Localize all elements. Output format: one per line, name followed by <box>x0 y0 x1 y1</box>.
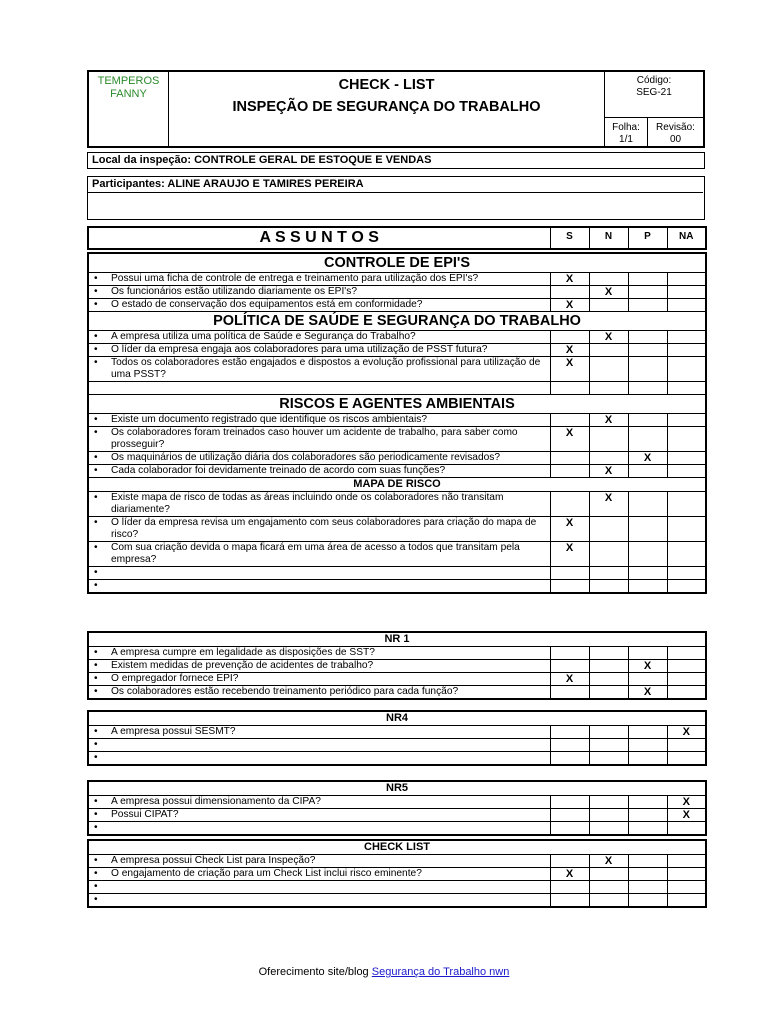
mark-cell-n[interactable] <box>589 822 628 836</box>
section-title: MAPA DE RISCO <box>88 478 706 492</box>
bullet: • <box>94 465 98 476</box>
question-text: Com sua criação devida o mapa ficará em uma área de acesso a todos que transitam pela empresa? <box>111 542 520 565</box>
question-text: A empresa utiliza uma política de Saúde e Segurança do Trabalho? <box>111 331 416 342</box>
mark-cell-n[interactable]: X <box>589 855 628 868</box>
checklist-row <box>88 357 706 382</box>
mark-cell-n[interactable] <box>589 382 628 395</box>
checklist-row <box>88 452 706 465</box>
mark-cell-s[interactable] <box>550 726 589 739</box>
mark-cell-p[interactable] <box>628 492 667 517</box>
question-text: O líder da empresa revisa um engajamento com seus colaboradores para criação do mapa de risco? <box>111 517 537 540</box>
mark-cell-na[interactable] <box>667 868 706 881</box>
mark-cell-s[interactable]: X <box>550 344 589 357</box>
mark-cell-n[interactable] <box>589 809 628 822</box>
mark-cell-na[interactable]: X <box>667 809 706 822</box>
question-text: A empresa cumpre em legalidade as disposições de SST? <box>111 647 375 658</box>
mark-cell-p[interactable] <box>628 357 667 382</box>
mark-cell-n[interactable]: X <box>589 286 628 299</box>
bullet: • <box>94 660 98 671</box>
mark-cell-na[interactable]: X <box>667 796 706 809</box>
question-text: Os colaboradores foram treinados caso houver um acidente de trabalho, para saber como prosseguir? <box>111 427 518 450</box>
participantes-text: Participantes: ALINE ARAUJO E TAMIRES PEREIRA <box>92 178 364 190</box>
bullet: • <box>94 726 98 737</box>
footer-link[interactable]: Segurança do Trabalho nwn <box>371 966 510 978</box>
question-cell <box>88 894 550 908</box>
bullet: • <box>94 567 98 578</box>
mark-cell-n[interactable] <box>589 881 628 894</box>
codigo-cell <box>605 75 703 99</box>
question-text: Todos os colaboradores estão engajados e dispostos a evolução profissional para utilização de uma PSST? <box>111 357 541 380</box>
mark-cell-s[interactable] <box>550 686 589 700</box>
checklist-row <box>88 822 706 836</box>
mark-cell-p[interactable] <box>628 752 667 766</box>
bullet: • <box>94 452 98 463</box>
mark-cell-na[interactable] <box>667 331 706 344</box>
bullet: • <box>94 286 98 297</box>
mark-cell-n[interactable] <box>589 344 628 357</box>
revisao-label: Revisão: <box>656 122 695 133</box>
bullet: • <box>94 673 98 684</box>
question-cell <box>88 686 550 700</box>
mark-cell-s[interactable] <box>550 567 589 580</box>
section-header-row <box>88 478 706 492</box>
question-cell <box>88 492 550 517</box>
question-text: O estado de conservação dos equipamentos está em conformidade? <box>111 299 423 310</box>
checklist-row <box>88 881 706 894</box>
question-text: Os funcionários estão utilizando diariamente os EPI's? <box>111 286 358 297</box>
checklist-row <box>88 660 706 673</box>
checklist-row <box>88 752 706 766</box>
mark-cell-s[interactable] <box>550 739 589 752</box>
question-text: O engajamento de criação para um Check List inclui risco eminente? <box>111 868 422 879</box>
question-text: Os colaboradores estão recebendo treinamento periódico para cada função? <box>111 686 459 697</box>
bullet: • <box>94 414 98 425</box>
bullet: • <box>94 580 98 591</box>
mark-cell-s[interactable]: X <box>550 273 589 286</box>
mark-cell-na[interactable] <box>667 382 706 395</box>
title-line-1: CHECK - LIST <box>338 77 435 93</box>
mark-cell-p[interactable] <box>628 286 667 299</box>
mark-cell-p[interactable] <box>628 567 667 580</box>
mark-cell-p[interactable] <box>628 414 667 427</box>
assuntos-header <box>87 226 707 250</box>
question-cell <box>88 452 550 465</box>
section-title: NR5 <box>88 781 706 796</box>
mark-cell-n[interactable] <box>589 796 628 809</box>
checklist-row <box>88 686 706 700</box>
mark-cell-s[interactable] <box>550 465 589 478</box>
mark-cell-n[interactable] <box>589 517 628 542</box>
mark-cell-p[interactable] <box>628 868 667 881</box>
question-cell <box>88 809 550 822</box>
question-text: Existem medidas de prevenção de acidentes de trabalho? <box>111 660 374 671</box>
question-text: Possui uma ficha de controle de entrega e treinamento para utilização dos EPI's? <box>111 273 479 284</box>
question-cell <box>88 286 550 299</box>
question-cell <box>88 726 550 739</box>
question-cell <box>88 752 550 766</box>
mark-cell-p[interactable] <box>628 542 667 567</box>
section-header-row <box>88 253 706 273</box>
mark-cell-n[interactable] <box>589 660 628 673</box>
mark-cell-n[interactable] <box>589 452 628 465</box>
checklist-row <box>88 344 706 357</box>
mark-cell-p[interactable] <box>628 855 667 868</box>
checklist-row <box>88 796 706 809</box>
mark-cell-s[interactable] <box>550 796 589 809</box>
mark-cell-na[interactable] <box>667 673 706 686</box>
mark-cell-s[interactable] <box>550 881 589 894</box>
mark-cell-na[interactable] <box>667 273 706 286</box>
mark-cell-na[interactable] <box>667 739 706 752</box>
mark-cell-na[interactable] <box>667 517 706 542</box>
question-cell <box>88 427 550 452</box>
section-header-row <box>88 711 706 726</box>
bullet: • <box>94 517 98 528</box>
mark-cell-p[interactable] <box>628 465 667 478</box>
mark-cell-n[interactable] <box>589 673 628 686</box>
mark-cell-na[interactable] <box>667 452 706 465</box>
question-cell <box>88 273 550 286</box>
mark-cell-na[interactable] <box>667 647 706 660</box>
mark-cell-n[interactable] <box>589 647 628 660</box>
question-text: A empresa possui Check List para Inspeção? <box>111 855 316 866</box>
bullet: • <box>94 344 98 355</box>
mark-cell-n[interactable] <box>589 894 628 908</box>
mark-cell-s[interactable]: X <box>550 673 589 686</box>
mark-cell-p[interactable] <box>628 517 667 542</box>
section-title: NR4 <box>88 711 706 726</box>
mark-cell-s[interactable] <box>550 580 589 594</box>
mark-cell-na[interactable] <box>667 894 706 908</box>
bullet: • <box>94 331 98 342</box>
section-title: NR 1 <box>88 632 706 647</box>
question-cell <box>88 822 550 836</box>
mark-cell-na[interactable] <box>667 357 706 382</box>
question-cell <box>88 647 550 660</box>
mark-cell-s[interactable]: X <box>550 357 589 382</box>
folha-cell <box>605 122 647 146</box>
col-na: NA <box>667 227 706 249</box>
mark-cell-n[interactable]: X <box>589 414 628 427</box>
mark-cell-p[interactable] <box>628 299 667 312</box>
mark-cell-s[interactable] <box>550 492 589 517</box>
mark-cell-p[interactable] <box>628 881 667 894</box>
document-title <box>169 76 604 116</box>
mark-cell-na[interactable] <box>667 344 706 357</box>
bullet: • <box>94 855 98 866</box>
mark-cell-na[interactable] <box>667 286 706 299</box>
logo-line-1: TEMPEROS <box>97 75 160 87</box>
title-line-2: INSPEÇÃO DE SEGURANÇA DO TRABALHO <box>232 99 541 115</box>
question-text: O líder da empresa engaja aos colaboradores para uma utilização de PSST futura? <box>111 344 488 355</box>
bullet: • <box>94 357 98 368</box>
mark-cell-n[interactable] <box>589 567 628 580</box>
question-cell <box>88 414 550 427</box>
mark-cell-n[interactable]: X <box>589 331 628 344</box>
checklist-row <box>88 517 706 542</box>
mark-cell-na[interactable] <box>667 881 706 894</box>
checklist-row <box>88 382 706 395</box>
question-text: Existe um documento registrado que identifique os riscos ambientais? <box>111 414 427 425</box>
mark-cell-s[interactable]: X <box>550 299 589 312</box>
local-inspecao <box>87 152 705 169</box>
question-cell <box>88 580 550 594</box>
mark-cell-na[interactable] <box>667 542 706 567</box>
mark-cell-s[interactable] <box>550 382 589 395</box>
question-cell <box>88 382 550 395</box>
local-text: Local da inspeção: CONTROLE GERAL DE ESTOQUE E VENDAS <box>92 154 432 166</box>
question-cell <box>88 517 550 542</box>
section-header-row <box>88 632 706 647</box>
bullet: • <box>94 542 98 553</box>
footer-text: Oferecimento site/blog <box>258 966 372 978</box>
mark-cell-n[interactable] <box>589 868 628 881</box>
section-title: CHECK LIST <box>88 840 706 855</box>
mark-cell-na[interactable] <box>667 855 706 868</box>
mark-cell-s[interactable] <box>550 752 589 766</box>
bullet: • <box>94 894 98 905</box>
col-n: N <box>589 227 628 249</box>
checklist-row <box>88 427 706 452</box>
checklist-row <box>88 673 706 686</box>
question-cell <box>88 542 550 567</box>
bullet: • <box>94 647 98 658</box>
question-text: Possui CIPAT? <box>111 809 179 820</box>
checklist-row <box>88 567 706 580</box>
mark-cell-n[interactable] <box>589 686 628 700</box>
bullet: • <box>94 492 98 503</box>
question-cell <box>88 796 550 809</box>
section-header-row <box>88 840 706 855</box>
bullet: • <box>94 273 98 284</box>
checklist-row <box>88 299 706 312</box>
mark-cell-na[interactable] <box>667 465 706 478</box>
checklist-main <box>87 252 707 594</box>
mark-cell-s[interactable] <box>550 452 589 465</box>
mark-cell-n[interactable]: X <box>589 492 628 517</box>
mark-cell-s[interactable] <box>550 647 589 660</box>
question-text: Cada colaborador foi devidamente treinado de acordo com suas funções? <box>111 465 446 476</box>
section-title: CONTROLE DE EPI'S <box>88 253 706 273</box>
mark-cell-n[interactable] <box>589 739 628 752</box>
question-text: A empresa possui dimensionamento da CIPA? <box>111 796 321 807</box>
section-title: POLÍTICA DE SAÚDE E SEGURANÇA DO TRABALHO <box>88 312 706 331</box>
question-cell <box>88 660 550 673</box>
bullet: • <box>94 739 98 750</box>
checklist-row <box>88 273 706 286</box>
mark-cell-s[interactable] <box>550 660 589 673</box>
question-text: O empregador fornece EPI? <box>111 673 239 684</box>
bullet: • <box>94 868 98 879</box>
question-text: A empresa possui SESMT? <box>111 726 236 737</box>
mark-cell-n[interactable] <box>589 752 628 766</box>
question-cell <box>88 881 550 894</box>
assuntos-title: A S S U N T O S <box>88 227 550 249</box>
mark-cell-n[interactable] <box>589 427 628 452</box>
mark-cell-p[interactable] <box>628 894 667 908</box>
mark-cell-na[interactable] <box>667 686 706 700</box>
mark-cell-s[interactable] <box>550 822 589 836</box>
col-s: S <box>550 227 589 249</box>
mark-cell-p[interactable]: X <box>628 452 667 465</box>
question-cell <box>88 739 550 752</box>
mark-cell-s[interactable] <box>550 331 589 344</box>
codigo-value: SEG-21 <box>636 87 672 98</box>
mark-cell-n[interactable]: X <box>589 465 628 478</box>
checklist-row <box>88 492 706 517</box>
bullet: • <box>94 752 98 763</box>
mark-cell-na[interactable] <box>667 299 706 312</box>
checklist-row <box>88 465 706 478</box>
footer <box>0 966 768 978</box>
section-title: RISCOS E AGENTES AMBIENTAIS <box>88 395 706 414</box>
mark-cell-p[interactable] <box>628 739 667 752</box>
bullet: • <box>94 822 98 833</box>
mark-cell-s[interactable]: X <box>550 542 589 567</box>
mark-cell-na[interactable] <box>667 427 706 452</box>
mark-cell-p[interactable] <box>628 382 667 395</box>
mark-cell-s[interactable] <box>550 809 589 822</box>
revisao-value: 00 <box>669 134 682 145</box>
folha-label: Folha: <box>612 122 640 133</box>
question-cell <box>88 357 550 382</box>
mark-cell-s[interactable]: X <box>550 427 589 452</box>
checklist-row <box>88 647 706 660</box>
mark-cell-s[interactable] <box>550 414 589 427</box>
question-cell <box>88 855 550 868</box>
mark-cell-p[interactable] <box>628 822 667 836</box>
mark-cell-s[interactable] <box>550 286 589 299</box>
question-text: Os maquinários de utilização diária dos colaboradores são periodicamente revisados? <box>111 452 501 463</box>
section-header-row <box>88 395 706 414</box>
bullet: • <box>94 881 98 892</box>
mark-cell-na[interactable]: X <box>667 726 706 739</box>
checklist-row <box>88 855 706 868</box>
checklist-row <box>88 286 706 299</box>
checklist-row <box>88 868 706 881</box>
mark-cell-n[interactable] <box>589 542 628 567</box>
checklist-row <box>88 414 706 427</box>
question-cell <box>88 331 550 344</box>
checklist-row <box>88 894 706 908</box>
nr-block <box>87 839 707 908</box>
checklist-row <box>88 739 706 752</box>
mark-cell-n[interactable] <box>589 726 628 739</box>
mark-cell-s[interactable] <box>550 894 589 908</box>
mark-cell-n[interactable] <box>589 357 628 382</box>
mark-cell-s[interactable]: X <box>550 868 589 881</box>
mark-cell-p[interactable]: X <box>628 686 667 700</box>
mark-cell-p[interactable] <box>628 580 667 594</box>
mark-cell-na[interactable] <box>667 414 706 427</box>
mark-cell-p[interactable] <box>628 673 667 686</box>
mark-cell-na[interactable] <box>667 752 706 766</box>
question-cell <box>88 673 550 686</box>
participantes-box <box>87 176 705 220</box>
col-p: P <box>628 227 667 249</box>
mark-cell-na[interactable] <box>667 567 706 580</box>
checklist-row <box>88 580 706 594</box>
mark-cell-p[interactable] <box>628 647 667 660</box>
mark-cell-p[interactable] <box>628 344 667 357</box>
question-cell <box>88 344 550 357</box>
checklist-row <box>88 331 706 344</box>
mark-cell-n[interactable] <box>589 299 628 312</box>
checklist-row <box>88 809 706 822</box>
mark-cell-p[interactable] <box>628 273 667 286</box>
mark-cell-p[interactable] <box>628 331 667 344</box>
mark-cell-p[interactable] <box>628 726 667 739</box>
mark-cell-s[interactable]: X <box>550 517 589 542</box>
codigo-label: Código: <box>636 75 672 86</box>
header-box <box>87 70 705 148</box>
mark-cell-n[interactable] <box>589 580 628 594</box>
bullet: • <box>94 809 98 820</box>
section-header-row <box>88 781 706 796</box>
nr-block <box>87 710 707 766</box>
section-header-row <box>88 312 706 331</box>
folha-value: 1/1 <box>619 134 633 145</box>
mark-cell-p[interactable] <box>628 796 667 809</box>
nr-block <box>87 631 707 700</box>
mark-cell-p[interactable]: X <box>628 660 667 673</box>
bullet: • <box>94 686 98 697</box>
checklist-row <box>88 726 706 739</box>
question-cell <box>88 868 550 881</box>
mark-cell-p[interactable] <box>628 809 667 822</box>
bullet: • <box>94 299 98 310</box>
question-cell <box>88 299 550 312</box>
nr-block <box>87 780 707 836</box>
bullet: • <box>94 427 98 438</box>
logo-line-2: FANNY <box>110 88 147 100</box>
mark-cell-s[interactable] <box>550 855 589 868</box>
mark-cell-na[interactable] <box>667 580 706 594</box>
question-cell <box>88 567 550 580</box>
mark-cell-na[interactable] <box>667 492 706 517</box>
mark-cell-p[interactable] <box>628 427 667 452</box>
question-cell <box>88 465 550 478</box>
question-text: Existe mapa de risco de todas as áreas incluindo onde os colaboradores não transitam diariamente? <box>111 492 504 515</box>
mark-cell-na[interactable] <box>667 660 706 673</box>
bullet: • <box>94 796 98 807</box>
mark-cell-n[interactable] <box>589 273 628 286</box>
checklist-row <box>88 542 706 567</box>
revisao-cell <box>648 122 703 146</box>
company-logo-text <box>89 75 168 101</box>
mark-cell-na[interactable] <box>667 822 706 836</box>
